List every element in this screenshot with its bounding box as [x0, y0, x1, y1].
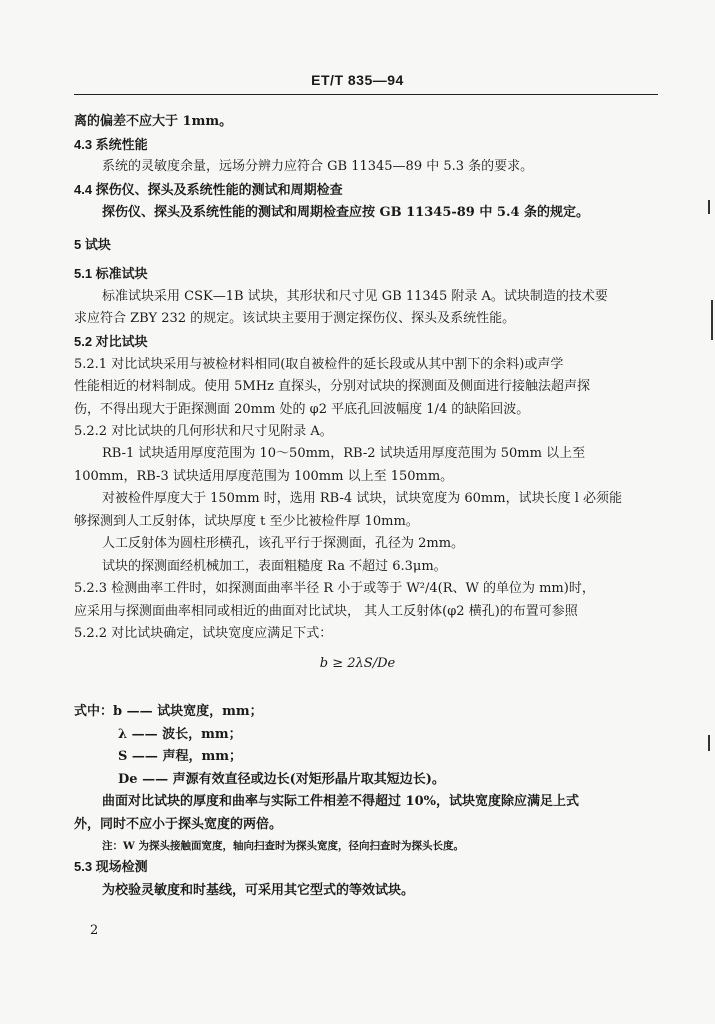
body-line: 离的偏差不应大于 1mm。: [74, 114, 233, 129]
body-line: 为校验灵敏度和时基线，可采用其它型式的等效试块。: [102, 883, 415, 898]
formula-legend: 式中：b —— 试块宽度，mm；: [74, 704, 263, 719]
body-line: 外，同时不应小于探头宽度的两倍。: [74, 817, 283, 832]
body-line: 探伤仪、探头及系统性能的测试和周期检查应按 GB 11345-89 中 5.4 条的规定。: [102, 205, 590, 220]
section-heading: 5.3 现场检测: [74, 859, 148, 874]
body-line: 5.2.3 检测曲率工件时，如探测面曲率半径 R 小于或等于 W²/4(R、W 的单位为 mm)时，: [74, 581, 595, 596]
body-line: RB-1 试块适用厚度范围为 10～50mm，RB-2 试块适用厚度范围为 50mm 以上至: [102, 446, 586, 461]
section-heading: 4.3 系统性能: [74, 137, 148, 152]
body-line: 伤，不得出现大于距探测面 20mm 处的 φ2 平底孔回波幅度 1/4 的缺陷回波。: [74, 402, 530, 417]
scan-mark: [708, 200, 710, 214]
scan-mark: [711, 300, 713, 340]
page-number: 2: [90, 923, 99, 938]
section-heading: 4.4 探伤仪、探头及系统性能的测试和周期检查: [74, 182, 343, 197]
body-line: 5.2.1 对比试块采用与被检材料相同(取自被检件的延长段或从其中割下的余料)或声学: [74, 357, 564, 372]
formula-legend: λ —— 波长，mm；: [118, 727, 242, 742]
body-line: 人工反射体为圆柱形横孔，该孔平行于探测面，孔径为 2mm。: [102, 536, 465, 551]
section-heading: 5.1 标准试块: [74, 266, 148, 281]
section-heading: 5.2 对比试块: [74, 334, 148, 349]
body-line: 曲面对比试块的厚度和曲率与实际工件相差不得超过 10%，试块宽度除应满足上式: [102, 794, 579, 809]
formula-legend: De —— 声源有效直径或边长(对矩形晶片取其短边长)。: [118, 772, 445, 787]
body-line: 系统的灵敏度余量，远场分辨力应符合 GB 11345—89 中 5.3 条的要求。: [102, 159, 534, 174]
header-rule: [74, 94, 658, 95]
body-line: 应采用与探测面曲率相同或相近的曲面对比试块， 其人工反射体(φ2 横孔)的布置可参照: [74, 604, 578, 619]
width-formula: b ≥ 2λS/De: [319, 656, 396, 671]
body-line: 性能相近的材料制成。使用 5MHz 直探头，分别对试块的探测面及侧面进行接触法超声探: [74, 379, 591, 394]
body-line: 对被检件厚度大于 150mm 时，选用 RB-4 试块，试块宽度为 60mm，试块长度 l 必须能: [102, 491, 622, 506]
body-line: 够探测到人工反射体，试块厚度 t 至少比被检件厚 10mm。: [74, 514, 419, 529]
formula-legend: S —— 声程，mm；: [118, 749, 242, 764]
scan-mark: [708, 735, 710, 751]
body-line: 5.2.2 对比试块的几何形状和尺寸见附录 A。: [74, 424, 333, 439]
body-line: 100mm，RB-3 试块适用厚度范围为 100mm 以上至 150mm。: [74, 469, 454, 484]
body-line: 标准试块采用 CSK—1B 试块，其形状和尺寸见 GB 11345 附录 A。试块制造的技术要: [102, 289, 608, 304]
note: 注：W 为探头接触面宽度，轴向扫查时为探头宽度，径向扫查时为探头长度。: [102, 840, 464, 852]
body-line: 求应符合 ZBY 232 的规定。该试块主要用于测定探伤仪、探头及系统性能。: [74, 311, 516, 326]
chapter-heading: 5 试块: [74, 237, 111, 252]
body-line: 试块的探测面经机械加工，表面粗糙度 Ra 不超过 6.3μm。: [102, 559, 447, 574]
running-header: ET/T 835—94: [311, 72, 404, 88]
body-line: 5.2.2 对比试块确定，试块宽度应满足下式：: [74, 626, 333, 641]
